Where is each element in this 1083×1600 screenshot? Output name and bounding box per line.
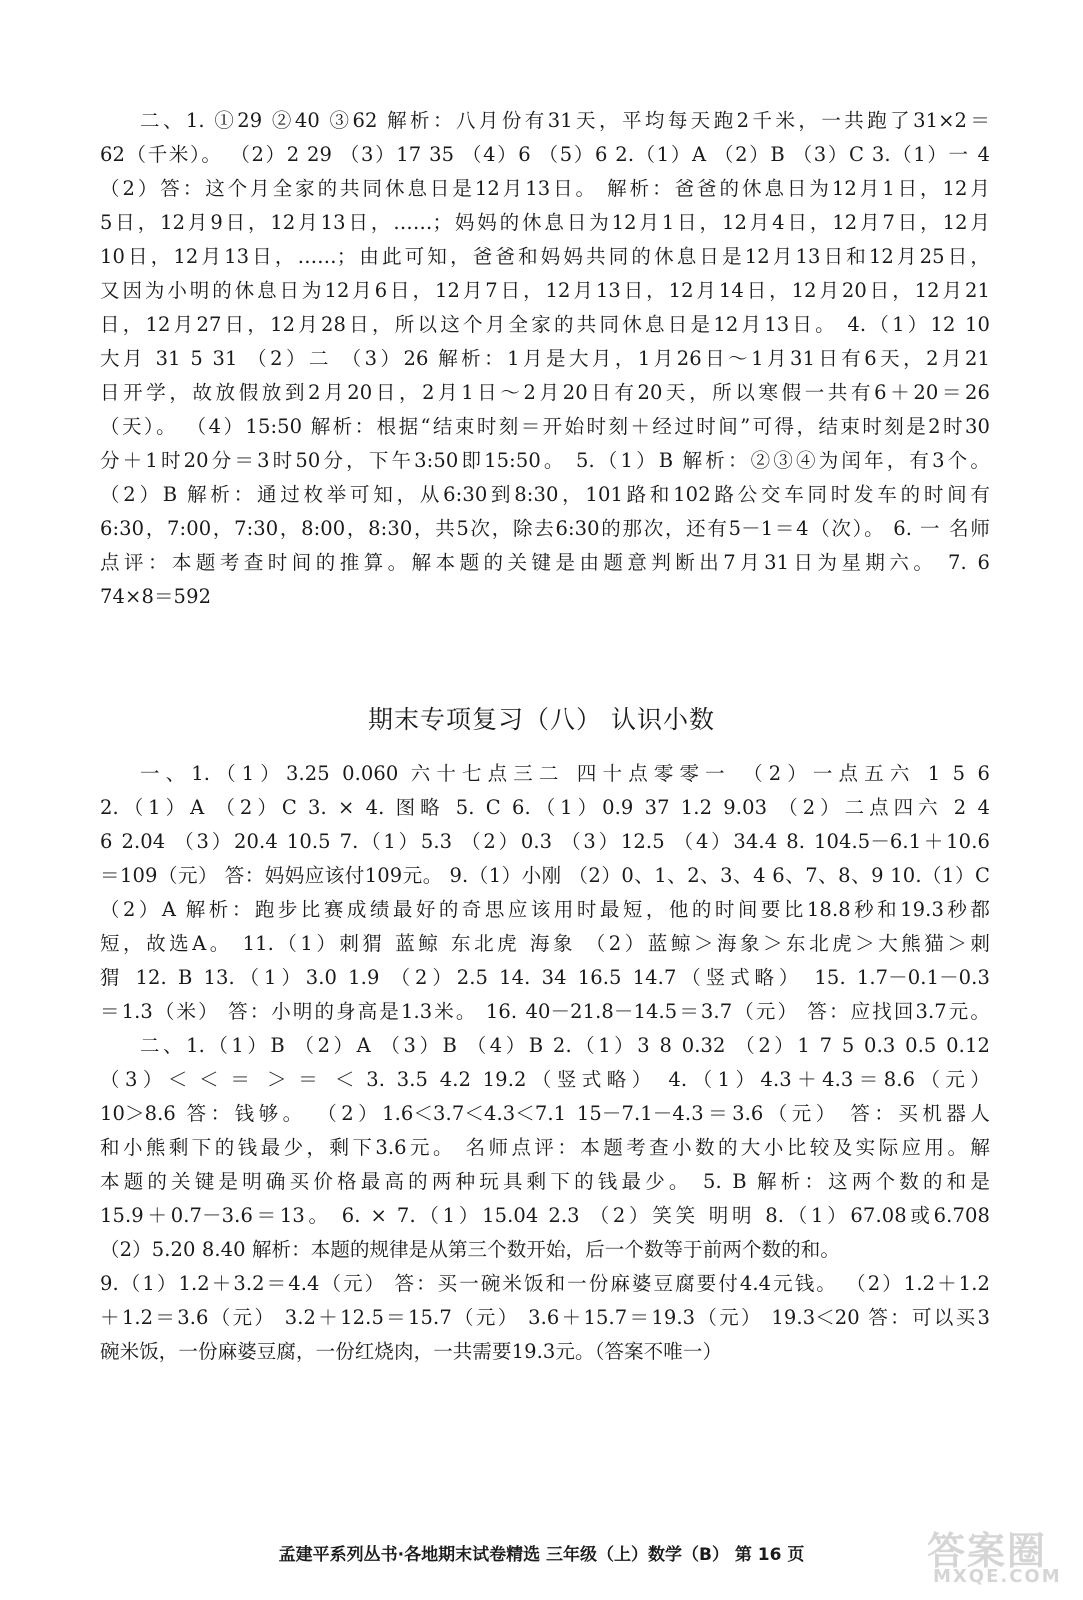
answer-line: 分＋1时20分＝3时50分，下午3:50即15:50。 5.（1）B 解析：②③④为闰年，有3个。 [100,449,990,472]
section-title: 期末专项复习（八） 认识小数 [368,705,715,734]
answer-line: ＝1.3（米） 答：小明的身高是1.3米。 16. 40－21.8－14.5＝3.7（元） 答：应找回3.7元。 [100,1000,990,1023]
answer-line: 二、1. ①29 ②40 ③62 解析：八月份有31天，平均每天跑2千米，一共跑了31×2＝ [140,109,990,132]
answer-line: （2）B 解析：通过枚举可知，从6:30到8:30，101路和102路公交车同时发车的时间有 [100,483,990,506]
answer-line: 9.（1）1.2＋3.2＝4.4（元） 答：买一碗米饭和一份麻婆豆腐要付4.4元钱。 （2）1.2＋1.2 [100,1272,990,1295]
answer-line: 点评：本题考查时间的推算。解本题的关键是由题意判断出7月31日为星期六。 7. 6 [100,551,990,574]
answer-line: （2）答：这个月全家的共同休息日是12月13日。 解析：爸爸的休息日为12月1日，12月 [100,177,990,200]
answer-block-decimals [100,757,990,1369]
answer-line: 10日，12月13日，……；由此可知，爸爸和妈妈共同的休息日是12月13日和12月25日， [100,245,990,268]
answer-line: （2）5.20 8.40 解析：本题的规律是从第三个数开始，后一个数等于前两个数的和。 [100,1238,840,1261]
page-footer: 孟建平系列丛书·各地期末试卷精选 三年级（上）数学（B） 第 16 页 [278,1545,805,1565]
answer-line: ＋1.2＝3.6（元） 3.2＋12.5＝15.7（元） 3.6＋15.7＝19.3（元） 19.3＜20 答：可以买3 [100,1306,990,1329]
answer-line: 74×8＝592 [100,585,212,608]
answer-line: 碗米饭，一份麻婆豆腐，一份红烧肉，一共需要19.3元。（答案不唯一） [100,1340,723,1363]
answer-line: 和小熊剩下的钱最少，剩下3.6元。 名师点评：本题考查小数的大小比较及实际应用。解 [100,1136,990,1159]
watermark-url: MXQE.COM [933,1566,1062,1587]
answer-line: 日，12月27日，12月28日，所以这个月全家的共同休息日是12月13日。 4.（1）12 10 [100,313,990,336]
watermark-logo [921,1520,1071,1592]
answer-line: （3）＜ ＜ ＝ ＞ ＝ ＜ 3. 3.5 4.2 19.2（竖式略） 4.（1）4.3＋4.3＝8.6（元） [100,1068,990,1091]
answer-line: ＝109（元） 答：妈妈应该付109元。 9.（1）小刚 （2）0、1、2、3、4 6、7、8、9 10.（1）C [100,864,990,887]
answer-line: 一、1.（1）3.25 0.060 六十七点三二 四十点零零一 （2）一点五六 1 5 6 [140,762,990,785]
watermark-text: 答案圈 [927,1529,1048,1573]
answer-line: 62（千米）。 （2）2 29 （3）17 35 （4）6 （5）6 2.（1）A （2）B （3）C 3.（1）一 4 [100,143,990,166]
answer-line: （天）。 （4）15:50 解析：根据“结束时刻＝开始时刻＋经过时间”可得，结束时刻是2时30 [100,415,990,438]
answer-line: 15.9＋0.7－3.6＝13。 6. × 7.（1）15.04 2.3 （2）笑笑 明明 8.（1）67.08或6.708 [100,1204,990,1227]
answer-line: 10＞8.6 答：钱够。 （2）1.6＜3.7＜4.3＜7.1 15－7.1－4.3＝3.6（元） 答：买机器人 [100,1102,990,1125]
answer-line: 本题的关键是明确买价格最高的两种玩具剩下的钱最少。 5. B 解析：这两个数的和是 [100,1170,990,1193]
answer-block-time [100,104,990,614]
answer-line: 5日，12月9日，12月13日，……；妈妈的休息日为12月1日，12月4日，12月7日，12月 [100,211,990,234]
answer-line: 6 2.04 （3）20.4 10.5 7.（1）5.3 （2）0.3 （3）12.5 （4）34.4 8. 104.5－6.1＋10.6 [100,830,990,853]
answer-line: 短，故选A。 11.（1）刺猬 蓝鲸 东北虎 海象 （2）蓝鲸＞海象＞东北虎＞大熊猫＞刺 [100,932,990,955]
answer-line: 大月 31 5 31 （2）二 （3）26 解析：1月是大月，1月26日～1月31日有6天，2月21 [100,347,990,370]
answer-line: 6:30，7:00，7:30，8:00，8:30，共5次，除去6:30的那次，还有5－1＝4（次）。 6. 一 名师 [100,517,990,540]
answer-line: 猬 12. B 13.（1）3.0 1.9 （2）2.5 14. 34 16.5 14.7（竖式略） 15. 1.7－0.1－0.3 [100,966,990,989]
answer-line: 2.（1）A （2）C 3. × 4. 图略 5. C 6.（1）0.9 37 1.2 9.03 （2）二点四六 2 4 [100,796,990,819]
answer-line: 又因为小明的休息日为12月6日，12月7日，12月13日，12月14日，12月20日，12月21 [100,279,990,302]
answer-line: （2）A 解析：跑步比赛成绩最好的奇思应该用时最短，他的时间要比18.8秒和19.3秒都 [100,898,990,921]
answer-line: 日开学，故放假放到2月20日，2月1日～2月20日有20天，所以寒假一共有6＋20＝26 [100,381,990,404]
answer-line: 二、1.（1）B （2）A （3）B （4）B 2.（1）3 8 0.32 （2）1 7 5 0.3 0.5 0.12 [140,1034,990,1057]
